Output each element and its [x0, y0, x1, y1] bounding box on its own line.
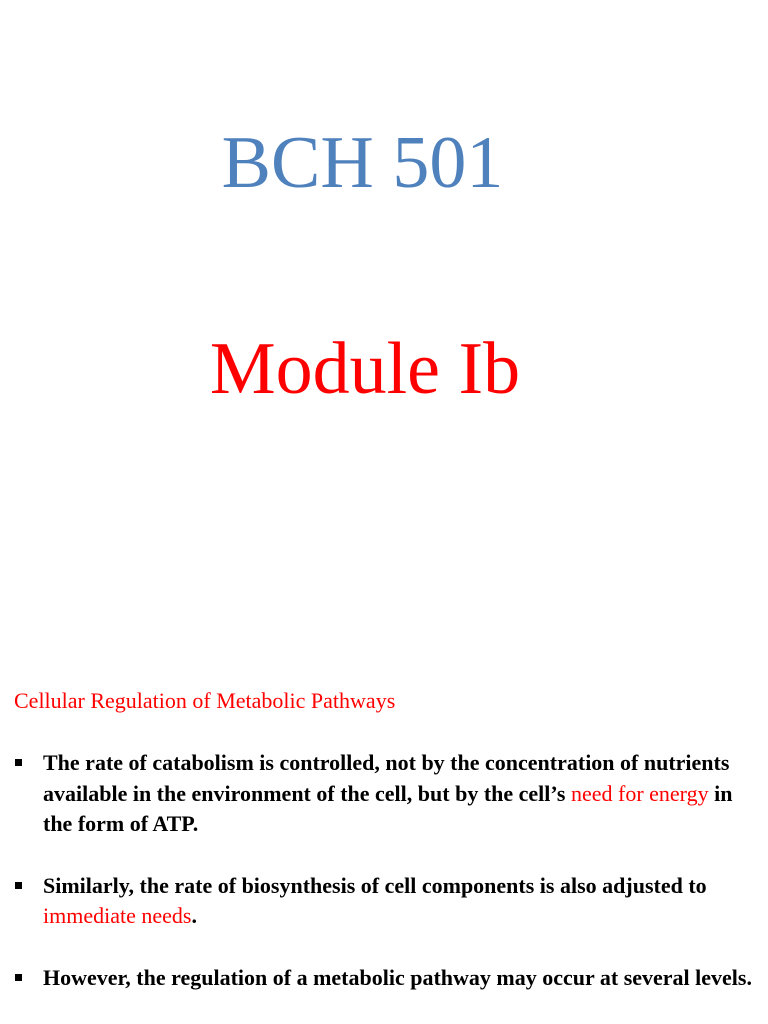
- course-title: BCH 501: [221, 122, 504, 204]
- bullet-item-catabolism: [14, 748, 754, 840]
- bullet-text: The rate of catabolism is controlled, not by the concentration of nutrients available in the environment of the cell, but by the cell’s: [43, 750, 730, 806]
- bullet-item-biosynthesis: [14, 871, 754, 932]
- bullet-list: [14, 748, 754, 1024]
- highlight-text: immediate needs: [43, 903, 192, 928]
- square-bullet-icon: [15, 974, 22, 981]
- square-bullet-icon: [15, 759, 22, 766]
- bullet-text: .: [191, 903, 197, 928]
- bullet-text: in the form of ATP.: [43, 780, 733, 836]
- square-bullet-icon: [15, 882, 22, 889]
- highlight-text: need for energy: [570, 780, 709, 806]
- module-title: Module Ib: [209, 328, 521, 410]
- bullet-text: However, the regulation of a metabolic pathway may occur at several levels.: [43, 964, 752, 990]
- bullet-text: Similarly, the rate of biosynthesis of cell components is also adjusted to: [43, 872, 707, 898]
- section-heading: Cellular Regulation of Metabolic Pathways: [14, 688, 396, 713]
- bullet-item-regulation-levels: [14, 963, 754, 994]
